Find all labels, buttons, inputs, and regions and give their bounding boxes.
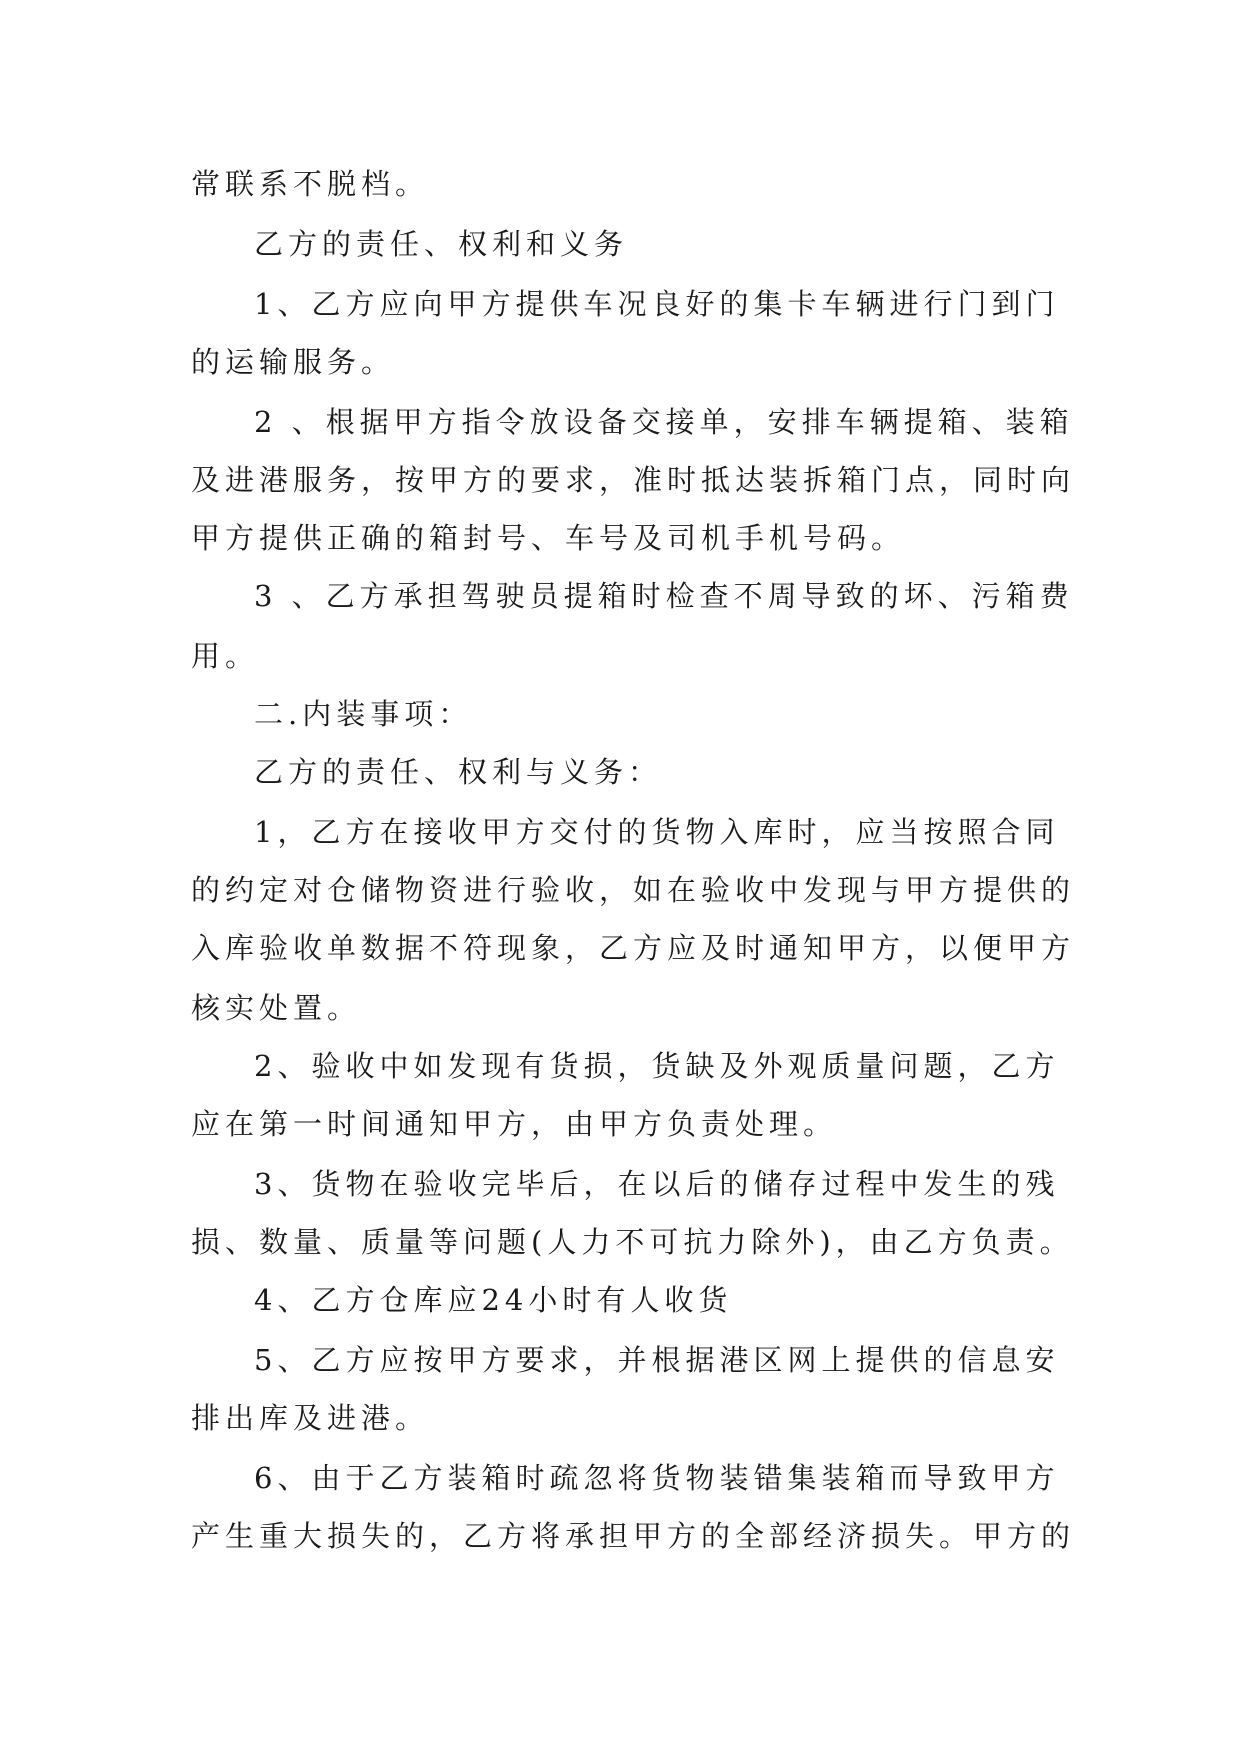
text-line: 甲方提供正确的箱封号、车号及司机手机号码。 bbox=[191, 521, 906, 555]
text-line: 2、验收中如发现有货损，货缺及外观质量问题，乙方 bbox=[254, 1049, 1060, 1083]
section-heading: 乙方的责任、权利和义务 bbox=[254, 227, 629, 261]
text-line: 1、乙方应向甲方提供车况良好的集卡车辆进行门到门 bbox=[254, 287, 1060, 321]
text-line: 核实处置。 bbox=[191, 991, 362, 1025]
text-line: 6、由于乙方装箱时疏忽将货物装错集装箱而导致甲方 bbox=[254, 1461, 1060, 1495]
text-line: 用。 bbox=[191, 639, 260, 673]
text-line: 产生重大损失的，乙方将承担甲方的全部经济损失。甲方的 bbox=[191, 1519, 1076, 1553]
text-line: 3 、乙方承担驾驶员提箱时检查不周导致的坏、污箱费 bbox=[254, 579, 1074, 613]
text-line: 入库验收单数据不符现象，乙方应及时通知甲方，以便甲方 bbox=[191, 931, 1076, 965]
section-heading: 二.内装事项： bbox=[254, 697, 473, 731]
text-line: 的约定对仓储物资进行验收，如在验收中发现与甲方提供的 bbox=[191, 873, 1076, 907]
text-line: 3、货物在验收完毕后，在以后的储存过程中发生的残 bbox=[254, 1167, 1060, 1201]
text-line: 4、乙方仓库应24小时有人收货 bbox=[254, 1283, 733, 1317]
section-heading: 乙方的责任、权利与义务： bbox=[254, 755, 663, 789]
text-line: 损、数量、质量等问题(人力不可抗力除外)，由乙方负责。 bbox=[191, 1225, 1074, 1259]
text-line: 1，乙方在接收甲方交付的货物入库时，应当按照合同 bbox=[254, 815, 1060, 849]
text-line: 排出库及进港。 bbox=[191, 1401, 430, 1435]
text-line: 5、乙方应按甲方要求，并根据港区网上提供的信息安 bbox=[254, 1343, 1060, 1377]
text-line: 及进港服务，按甲方的要求，准时抵达装拆箱门点，同时向 bbox=[191, 463, 1076, 497]
text-line: 的运输服务。 bbox=[191, 345, 396, 379]
text-line: 2 、根据甲方指令放设备交接单，安排车辆提箱、装箱 bbox=[254, 405, 1074, 439]
text-line: 应在第一时间通知甲方，由甲方负责处理。 bbox=[191, 1107, 838, 1141]
text-line: 常联系不脱档。 bbox=[191, 167, 430, 201]
